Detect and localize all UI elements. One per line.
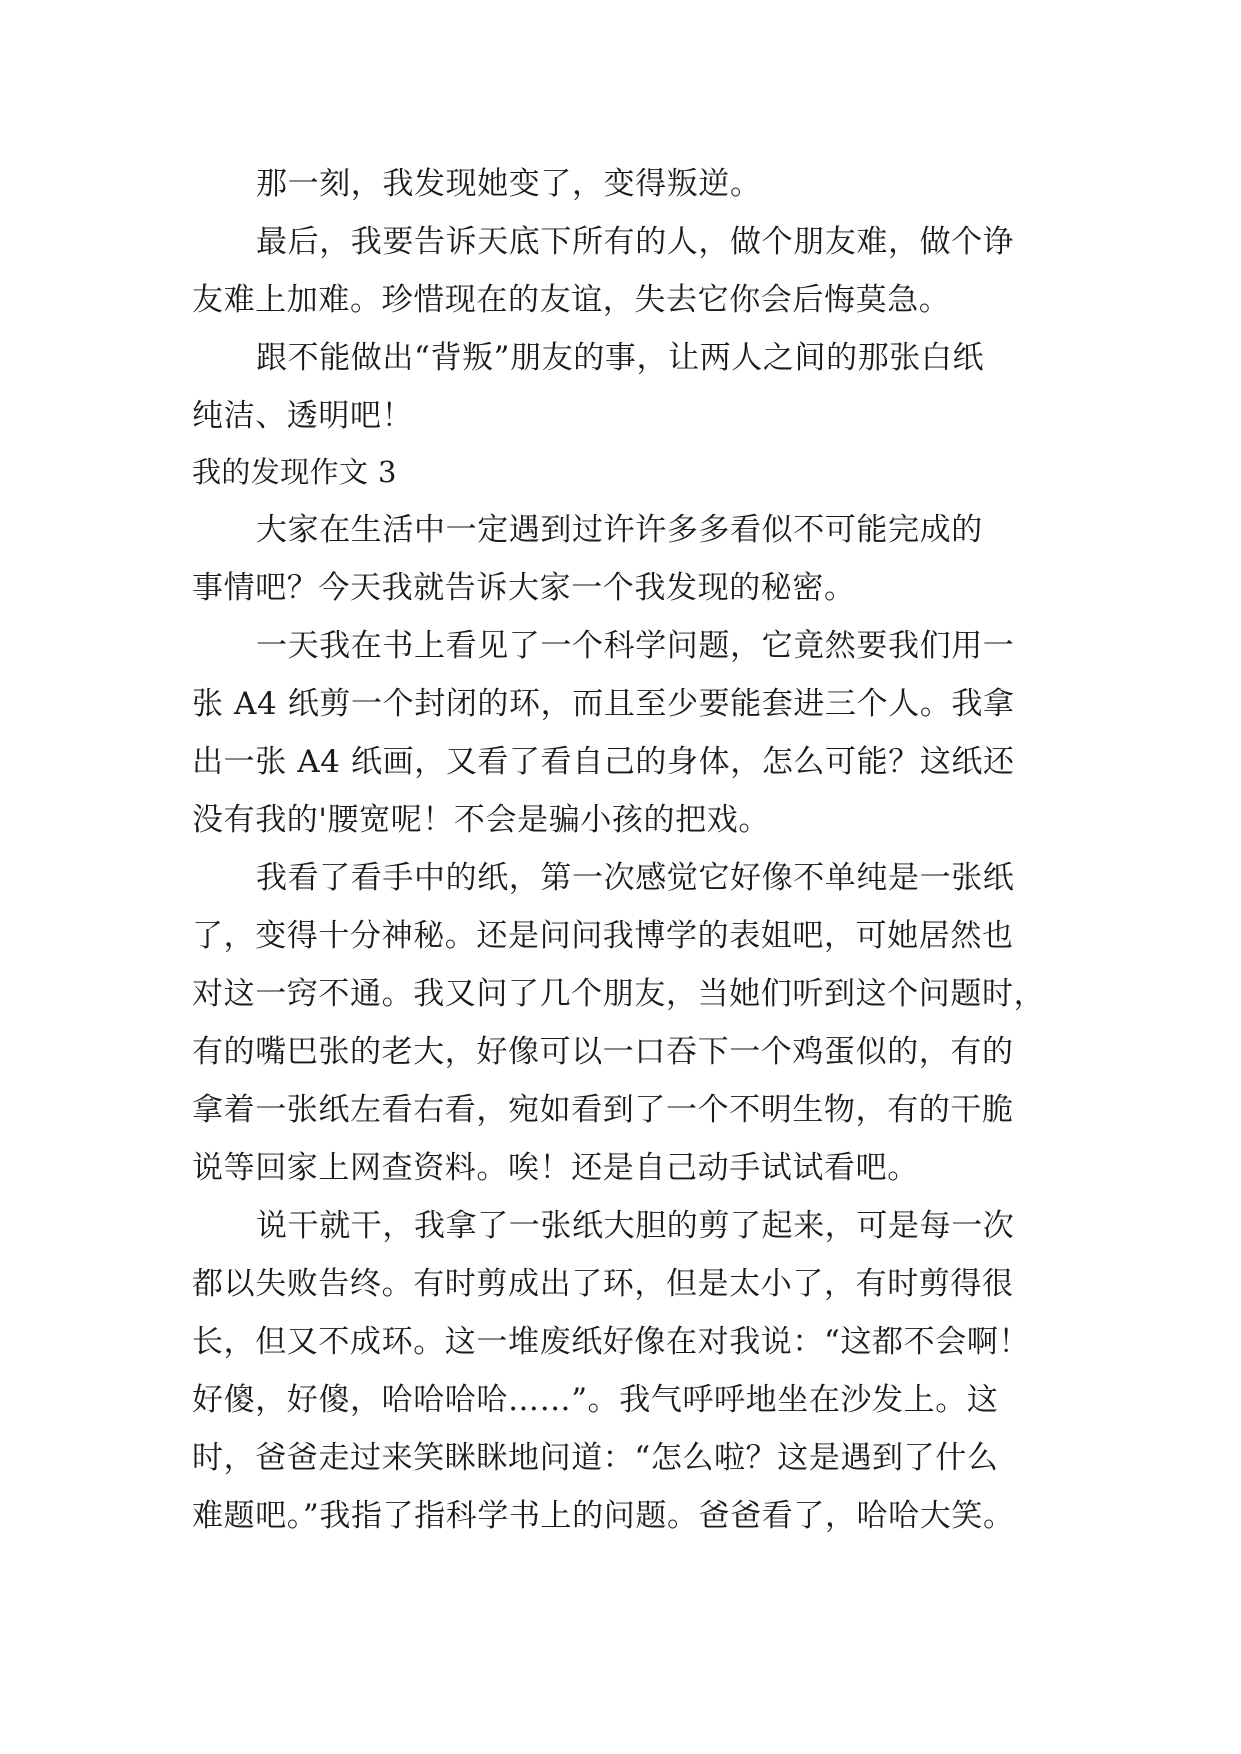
paragraph-6-line-2: 了，变得十分神秘。还是问问我博学的表姐吧，可她居然也 [192,918,1014,954]
paragraph-6-line-6: 说等回家上网查资料。唉！还是自己动手试试看吧。 [192,1150,919,1186]
paragraph-7-line-2: 都以失败告终。有时剪成出了环，但是太小了，有时剪得很 [192,1266,1014,1302]
paragraph-5-line-1: 一天我在书上看见了一个科学问题，它竟然要我们用一 [256,628,1015,664]
paragraph-7-line-3: 长，但又不成环。这一堆废纸好像在对我说：“这都不会啊！ [192,1324,1031,1360]
section-heading: 我的发现作文 3 [192,455,397,489]
paragraph-2-line-1: 最后，我要告诉天底下所有的人，做个朋友难，做个诤 [256,224,1015,260]
paragraph-4-line-1: 大家在生活中一定遇到过许许多多看似不可能完成的 [256,512,983,548]
paragraph-6-line-5: 拿着一张纸左看右看，宛如看到了一个不明生物，有的干脆 [192,1092,1014,1128]
paragraph-1-line-1: 那一刻，我发现她变了，变得叛逆。 [256,166,762,202]
paragraph-7-line-5: 时，爸爸走过来笑眯眯地问道：“怎么啦？这是遇到了什么 [192,1440,999,1476]
paragraph-2-line-2: 友难上加难。珍惜现在的友谊，失去它你会后悔莫急。 [192,282,951,318]
paragraph-5-line-4: 没有我的'腰宽呢！不会是骗小孩的把戏。 [192,802,770,838]
paragraph-5-line-2: 张 A4 纸剪一个封闭的环，而且至少要能套进三个人。我拿 [192,686,1015,722]
paragraph-6-line-1: 我看了看手中的纸，第一次感觉它好像不单纯是一张纸 [256,860,1015,896]
paragraph-7-line-1: 说干就干，我拿了一张纸大胆的剪了起来，可是每一次 [256,1208,1015,1244]
paragraph-6-line-4: 有的嘴巴张的老大，好像可以一口吞下一个鸡蛋似的，有的 [192,1034,1014,1070]
paragraph-3-line-2: 纯洁、透明吧！ [192,398,414,434]
paragraph-3-line-1: 跟不能做出“背叛”朋友的事，让两人之间的那张白纸 [256,340,985,376]
paragraph-6-line-3: 对这一窍不通。我又问了几个朋友，当她们听到这个问题时， [192,976,1046,1012]
paragraph-7-line-6: 难题吧。”我指了指科学书上的问题。爸爸看了，哈哈大笑。 [192,1498,1015,1534]
paragraph-4-line-2: 事情吧？今天我就告诉大家一个我发现的秘密。 [192,570,856,606]
paragraph-7-line-4: 好傻，好傻，哈哈哈哈……”。我气呼呼地坐在沙发上。这 [192,1382,999,1418]
paragraph-5-line-3: 出一张 A4 纸画，又看了看自己的身体，怎么可能？这纸还 [192,744,1015,780]
